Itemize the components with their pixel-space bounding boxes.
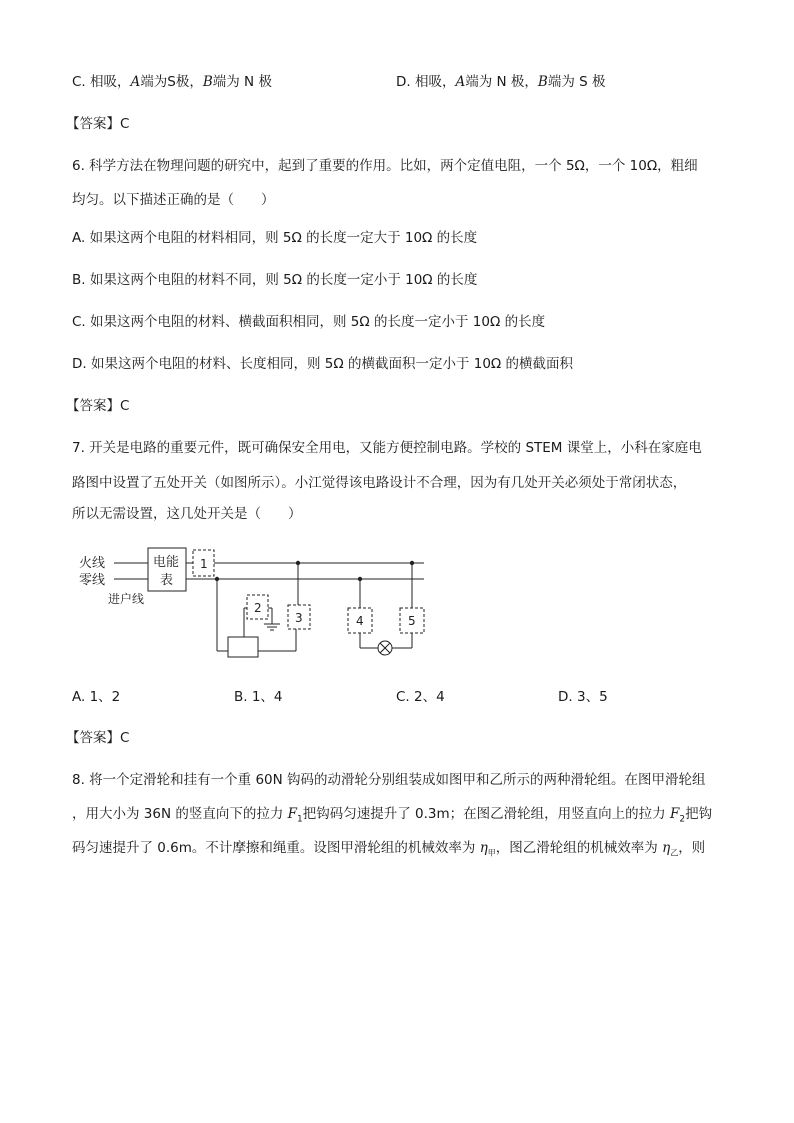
q5-option-c-a: A — [130, 74, 141, 90]
q8-f1: F — [287, 806, 298, 822]
q5-answer-value: C — [120, 116, 130, 132]
q8-eta-2: η — [662, 840, 671, 856]
q6-option-a: A. 如果这两个电阻的材料相同，则 5Ω 的长度一定大于 10Ω 的长度 — [72, 230, 478, 246]
q7-option-b: B. 1、4 — [234, 689, 283, 705]
q7-option-d: D. 3、5 — [558, 689, 608, 705]
socket — [228, 637, 258, 657]
q5-option-c — [72, 73, 272, 91]
q8-line-2-c: 把钩 — [685, 806, 713, 822]
service-line-label: 进户线 — [108, 592, 145, 606]
q6-option-d: D. 如果这两个电阻的材料、长度相同，则 5Ω 的横截面积一定小于 10Ω 的横截面积 — [72, 356, 574, 372]
q7-answer-value: C — [120, 730, 130, 746]
q5-option-c-label: C. 相吸， — [72, 74, 131, 90]
q5-option-d-b: B — [537, 74, 548, 90]
switch-1-label: 1 — [200, 557, 208, 571]
q6-stem-1: 6. 科学方法在物理问题的研究中，起到了重要的作用。比如，两个定值电阻，一个 5Ω，一个 10Ω，粗细 — [72, 158, 698, 174]
q6-option-c: C. 如果这两个电阻的材料、横截面积相同，则 5Ω 的长度一定小于 10Ω 的长度 — [72, 314, 546, 330]
q7-option-a: A. 1、2 — [72, 689, 121, 705]
q7-stem-2: 路图中设置了五处开关（如图所示）。小江觉得该电路设计不合理，因为有几处开关必须处于常闭状态， — [72, 475, 687, 491]
switch-5-label: 5 — [408, 614, 416, 628]
meter-label-2: 表 — [160, 573, 174, 588]
q7-stem-1: 7. 开关是电路的重要元件，既可确保安全用电，又能方便控制电路。学校的 STEM 课堂上，小科在家庭电 — [72, 440, 702, 456]
q5-option-c-b: B — [202, 74, 213, 90]
q5-option-c-b-rest: 端为 N 极 — [212, 74, 272, 90]
q8-f1-sub: 1 — [297, 814, 303, 825]
q5-option-d-b-rest: 端为 S 极 — [547, 74, 606, 90]
q5-option-d — [396, 73, 606, 91]
q8-line-1: 8. 将一个定滑轮和挂有一个重 60N 钩码的动滑轮分别组装成如图甲和乙所示的两种滑轮组。在图甲滑轮组 — [72, 772, 706, 788]
switch-3-label: 3 — [295, 611, 303, 625]
q8-line-3-a: 码匀速提升了 0.6m。不计摩擦和绳重。设图甲滑轮组的机械效率为 — [72, 840, 480, 856]
q6-answer-tag: 【答案】 — [66, 398, 120, 414]
q8-eta-1: η — [479, 840, 488, 856]
q5-answer-tag: 【答案】 — [66, 116, 120, 132]
q8-f2: F — [669, 806, 680, 822]
q8-eta-sub-1: 甲 — [487, 848, 496, 858]
q5-option-c-a-rest: 端为S极， — [140, 74, 203, 90]
q6-stem-2: 均匀。以下描述正确的是（ ） — [72, 192, 275, 208]
q8-line-3 — [72, 839, 705, 863]
q8-eta-sub-2: 乙 — [670, 848, 679, 858]
q7-answer — [66, 729, 129, 747]
q8-line-2-b: 把钩码匀速提升了 0.3m；在图乙滑轮组，用竖直向上的拉力 — [302, 806, 670, 822]
neutral-wire-label: 零线 — [79, 573, 106, 588]
circuit-diagram — [76, 540, 436, 670]
q7-stem-3: 所以无需设置，这几处开关是（ ） — [72, 506, 302, 522]
q6-answer-value: C — [120, 398, 130, 414]
q5-option-d-a-rest: 端为 N 极， — [465, 74, 538, 90]
q8-line-3-c: ，则 — [678, 840, 706, 856]
live-wire-label: 火线 — [79, 556, 106, 571]
q8-f2-sub: 2 — [679, 814, 686, 825]
switch-4-label: 4 — [356, 614, 364, 628]
q8-line-3-b: ，图乙滑轮组的机械效率为 — [495, 840, 663, 856]
q8-line-2-a: ，用大小为 36N 的竖直向下的拉力 — [72, 806, 288, 822]
q7-option-c: C. 2、4 — [396, 689, 445, 705]
q5-option-d-label: D. 相吸， — [396, 74, 456, 90]
q8-line-2 — [72, 805, 712, 829]
q5-answer — [66, 115, 129, 133]
q6-answer — [66, 397, 129, 415]
meter-label-1: 电能 — [153, 555, 180, 570]
q5-option-d-a: A — [455, 74, 466, 90]
switch-2-label: 2 — [254, 601, 262, 615]
q7-answer-tag: 【答案】 — [66, 730, 120, 746]
q6-option-b: B. 如果这两个电阻的材料不同，则 5Ω 的长度一定小于 10Ω 的长度 — [72, 272, 478, 288]
